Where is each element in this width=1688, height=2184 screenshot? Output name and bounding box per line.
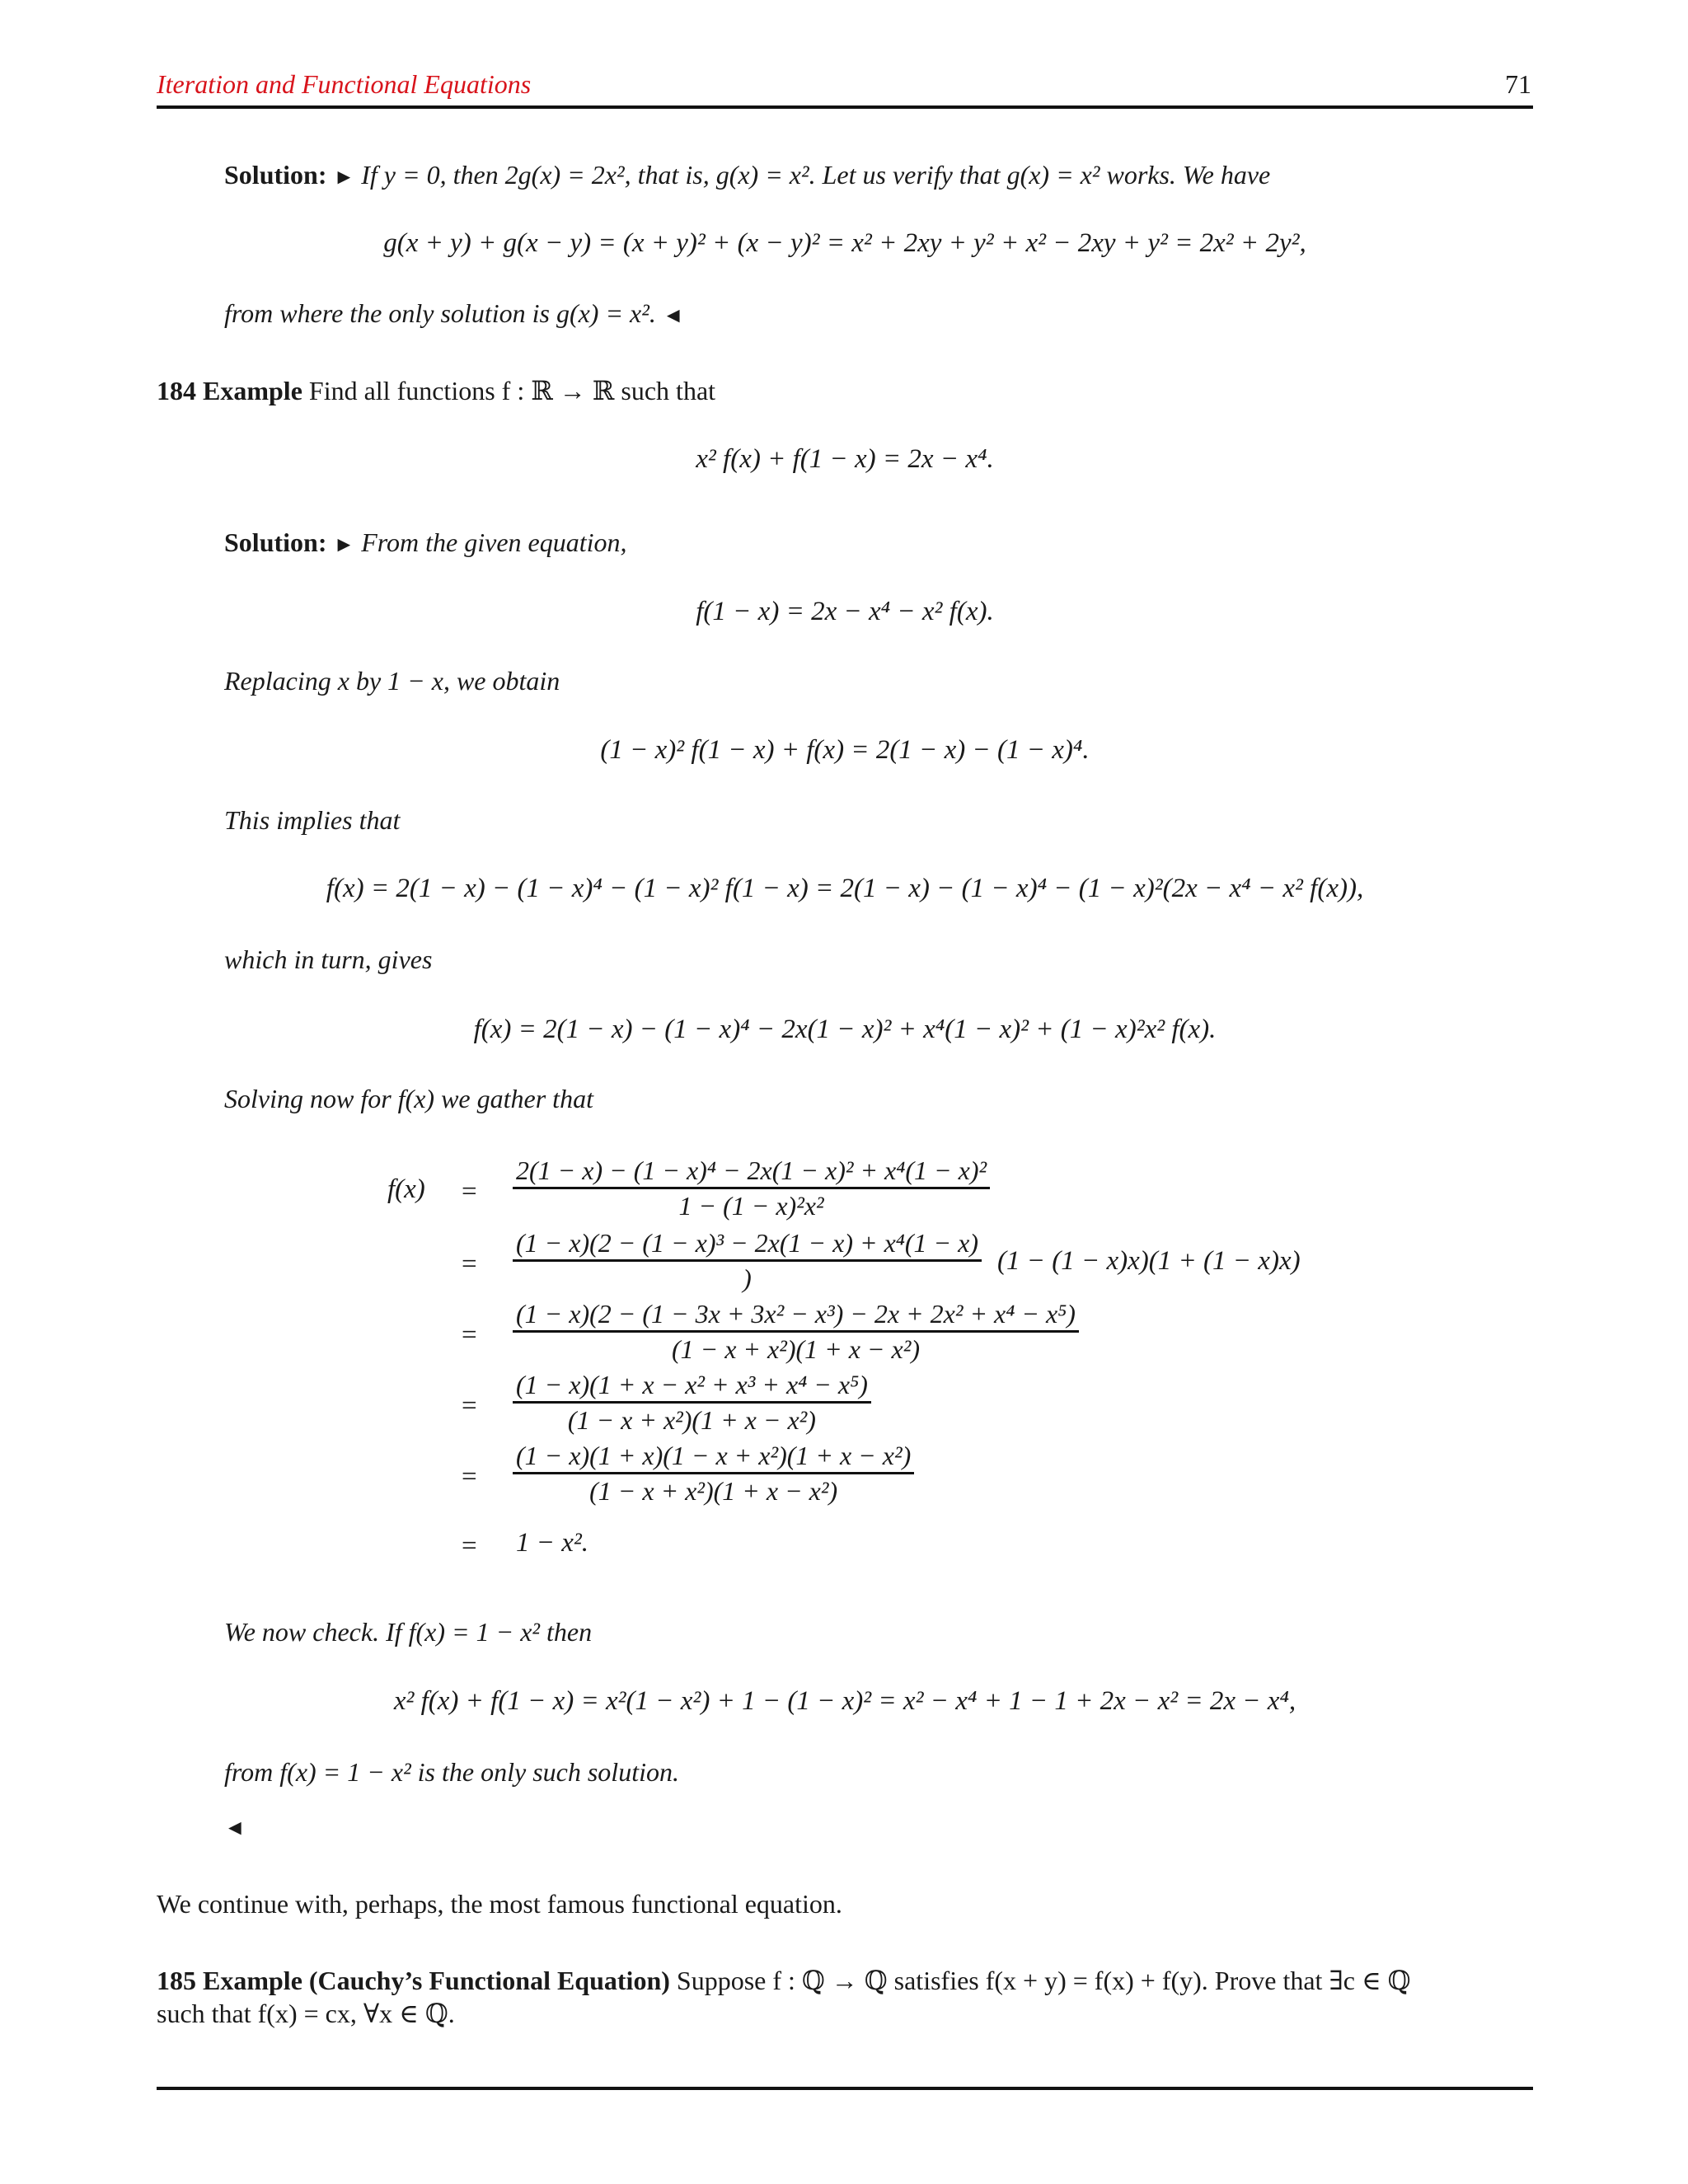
fraction-row-1	[513, 1154, 990, 1222]
text-replacing: Replacing x by 1 − x, we obtain	[224, 666, 560, 696]
equation-2: (1 − x)² f(1 − x) + f(x) = 2(1 − x) − (1 − x)⁴.	[600, 735, 1090, 765]
running-header-title: Iteration and Functional Equations	[157, 69, 532, 99]
footer-rule	[157, 2087, 1533, 2090]
equation-check: x² f(x) + f(1 − x) = x²(1 − x²) + 1 − (1 − x)² = x² − x⁴ + 1 − 1 + 2x − x² = 2x − x⁴,	[393, 1686, 1296, 1716]
example-label: Example	[203, 376, 302, 405]
triangle-right-icon: ►	[333, 532, 355, 556]
equals-sign: =	[462, 1177, 477, 1207]
fraction-row-2-tail: (1 − (1 − x)x)(1 + (1 − x)x)	[997, 1246, 1301, 1276]
solution-1-conclusion	[224, 297, 684, 332]
aligned-final: 1 − x².	[516, 1528, 589, 1558]
text-in-turn: which in turn, gives	[224, 944, 433, 974]
example-184-heading	[157, 374, 715, 407]
example-184-statement: Find all functions f : ℝ → ℝ such that	[308, 376, 716, 405]
aligned-lhs: f(x)	[387, 1174, 425, 1204]
page-number: 71	[1505, 69, 1531, 99]
example-number: 185	[157, 1966, 196, 1995]
text-solving: Solving now for f(x) we gather that	[224, 1084, 593, 1113]
denominator: (1 − x + x²)(1 + x − x²)	[589, 1476, 838, 1506]
equals-sign: =	[462, 1320, 477, 1350]
solution-label: Solution:	[224, 160, 327, 190]
solution-label: Solution:	[224, 527, 327, 557]
fraction-row-3	[513, 1297, 1079, 1366]
triangle-right-icon: ►	[333, 165, 355, 189]
numerator: 2(1 − x) − (1 − x)⁴ − 2x(1 − x)² + x⁴(1 − x)²	[516, 1155, 987, 1185]
example-185-line-2: such that f(x) = cx, ∀x ∈ ℚ.	[157, 1999, 455, 2028]
text-check: We now check. If f(x) = 1 − x² then	[224, 1617, 593, 1647]
text-implies: This implies that	[224, 805, 401, 835]
numerator: (1 − x)(1 + x)(1 − x + x²)(1 + x − x²)	[516, 1441, 912, 1470]
fraction-row-2	[513, 1226, 982, 1295]
fraction-row-4	[513, 1368, 871, 1436]
numerator: (1 − x)(2 − (1 − 3x + 3x² − x³) − 2x + 2x² + x⁴ − x⁵)	[516, 1299, 1076, 1329]
solution-1-conclusion-text: from where the only solution is g(x) = x².	[224, 298, 656, 328]
end-marker	[224, 1809, 246, 1844]
equation-1: f(1 − x) = 2x − x⁴ − x² f(x).	[696, 597, 994, 626]
solution-1-text: If y = 0, then 2g(x) = 2x², that is, g(x) = x². Let us verify that g(x) = x² works. We have	[361, 160, 1271, 190]
continue-paragraph: We continue with, perhaps, the most famous functional equation.	[157, 1889, 842, 1919]
example-185-line-1	[157, 1964, 1411, 1997]
triangle-left-icon: ◄	[662, 303, 684, 327]
equation-4: f(x) = 2(1 − x) − (1 − x)⁴ − 2x(1 − x)² + x⁴(1 − x)² + (1 − x)²x² f(x).	[473, 1015, 1217, 1044]
solution-2-intro	[224, 526, 627, 561]
fraction-row-5	[513, 1439, 914, 1507]
denominator: (1 − x + x²)(1 + x − x²)	[567, 1405, 816, 1435]
numerator: (1 − x)(1 + x − x² + x³ + x⁴ − x⁵)	[516, 1370, 868, 1399]
solution-2-intro-text: From the given equation,	[361, 527, 627, 557]
equation-3: f(x) = 2(1 − x) − (1 − x)⁴ − (1 − x)² f(1 − x) = 2(1 − x) − (1 − x)⁴ − (1 − x)²(2x − x⁴ − x² f(x)),	[326, 874, 1364, 903]
solution-1-intro	[224, 158, 1270, 194]
triangle-left-icon: ◄	[224, 1816, 246, 1840]
denominator: (1 − x + x²)(1 + x − x²)	[671, 1334, 920, 1364]
text-only-solution: from f(x) = 1 − x² is the only such solution.	[224, 1757, 679, 1787]
numerator: (1 − x)(2 − (1 − x)³ − 2x(1 − x) + x⁴(1 − x)	[516, 1228, 978, 1258]
equals-sign: =	[462, 1531, 477, 1561]
example-185-statement: Suppose f : ℚ → ℚ satisfies f(x + y) = f(x) + f(y). Prove that ∃c ∈ ℚ	[676, 1966, 1411, 1995]
equals-sign: =	[462, 1391, 477, 1421]
equals-sign: =	[462, 1462, 477, 1492]
denominator: 1 − (1 − x)²x²	[678, 1191, 824, 1221]
solution-1-equation: g(x + y) + g(x − y) = (x + y)² + (x − y)² = x² + 2xy + y² + x² − 2xy + y² = 2x² + 2y²,	[383, 228, 1306, 258]
example-184-equation: x² f(x) + f(1 − x) = 2x − x⁴.	[696, 444, 994, 474]
example-label: Example (Cauchy’s Functional Equation)	[203, 1966, 670, 1995]
example-number: 184	[157, 376, 196, 405]
denominator: )	[743, 1263, 752, 1293]
header-rule	[157, 105, 1533, 109]
equals-sign: =	[462, 1249, 477, 1279]
